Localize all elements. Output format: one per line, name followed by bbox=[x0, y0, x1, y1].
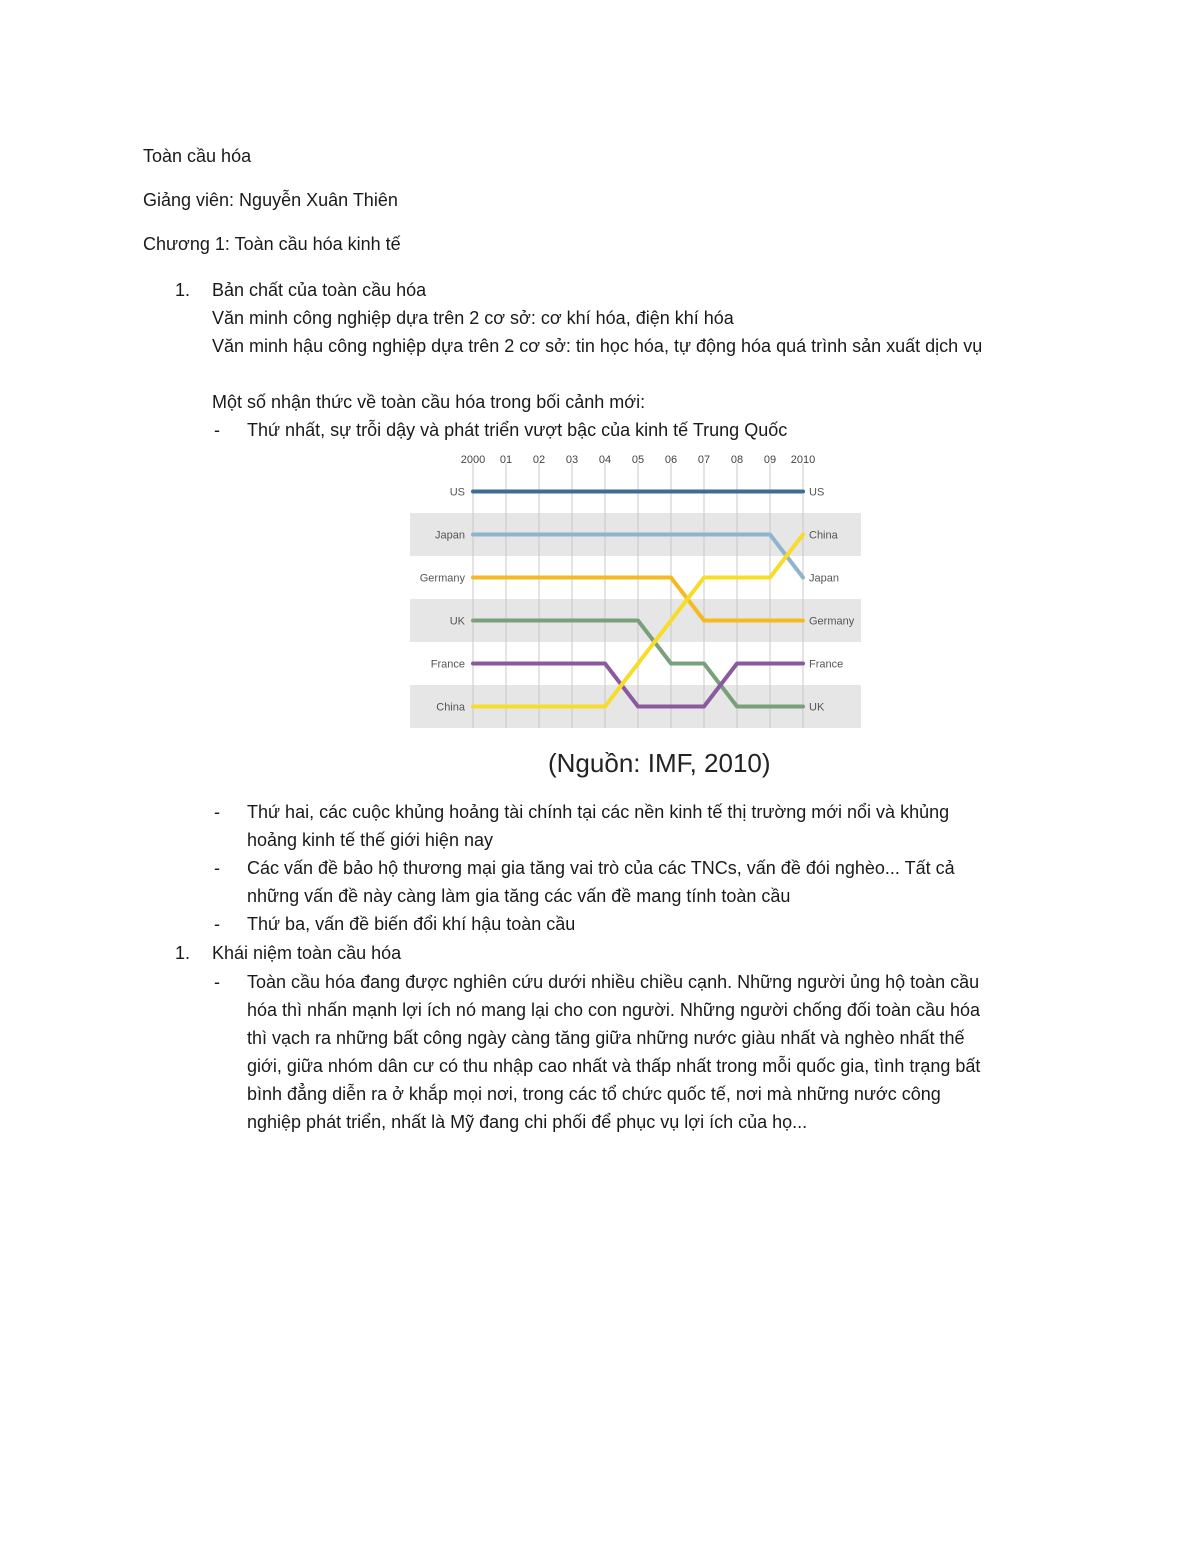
x-tick-label: 07 bbox=[697, 454, 711, 466]
right-rank-label: China bbox=[809, 529, 838, 542]
bullet-text: hoảng kinh tế thế giới hiện nay bbox=[247, 830, 493, 850]
x-tick-label: 08 bbox=[730, 454, 744, 466]
bullet-dash: - bbox=[214, 914, 220, 934]
ranking-chart bbox=[403, 443, 867, 793]
x-tick-label: 01 bbox=[499, 454, 513, 466]
left-rank-label: Japan bbox=[435, 529, 465, 542]
bullet-text: Thứ ba, vấn đề biến đổi khí hậu toàn cầu bbox=[247, 914, 576, 934]
left-rank-label: US bbox=[449, 486, 465, 499]
doc-title: Toàn cầu hóa bbox=[143, 146, 252, 166]
section-heading: Bản chất của toàn cầu hóa bbox=[212, 280, 427, 300]
bullet-dash: - bbox=[214, 802, 220, 822]
x-tick-label: 03 bbox=[565, 454, 579, 466]
paragraph-line: thì vạch ra những bất công ngày càng tăng giữa những nước giàu nhất và nghèo nhất thế bbox=[247, 1028, 965, 1048]
x-tick-label: 06 bbox=[664, 454, 678, 466]
bullet-text: những vấn đề này càng làm gia tăng các vấn đề mang tính toàn cầu bbox=[247, 886, 791, 906]
bullet-dash: - bbox=[214, 420, 220, 440]
bullet-dash: - bbox=[214, 858, 220, 878]
left-rank-label: Germany bbox=[419, 572, 465, 585]
right-rank-label: Japan bbox=[809, 572, 839, 585]
right-rank-label: US bbox=[809, 486, 825, 499]
chart-source: (Nguồn: IMF, 2010) bbox=[548, 748, 771, 778]
left-rank-label: France bbox=[430, 658, 465, 671]
right-rank-label: Germany bbox=[809, 615, 855, 628]
left-rank-label: China bbox=[436, 701, 465, 714]
x-tick-label: 2010 bbox=[790, 454, 816, 466]
x-tick-label: 04 bbox=[598, 454, 612, 466]
list-number: 1. bbox=[175, 280, 191, 300]
x-tick-label: 09 bbox=[763, 454, 777, 466]
paragraph-line: giới, giữa nhóm dân cư có thu nhập cao nhất và thấp nhất trong mỗi quốc gia, tình trạng bất bbox=[247, 1056, 981, 1076]
bullet-dash: - bbox=[214, 972, 220, 992]
x-tick-label: 2000 bbox=[460, 454, 486, 466]
chapter-heading: Chương 1: Toàn cầu hóa kinh tế bbox=[143, 234, 401, 254]
list-number: 1. bbox=[175, 943, 191, 963]
bullet-text: Thứ hai, các cuộc khủng hoảng tài chính tại các nền kinh tế thị trường mới nổi và khủng bbox=[247, 802, 950, 822]
lecturer-line: Giảng viên: Nguyễn Xuân Thiên bbox=[143, 190, 398, 210]
paragraph-line: bình đẳng diễn ra ở khắp mọi nơi, trong các tổ chức quốc tế, nơi mà những nước công bbox=[247, 1084, 941, 1104]
x-tick-label: 02 bbox=[532, 454, 546, 466]
paragraph-line: Một số nhận thức về toàn cầu hóa trong bối cảnh mới: bbox=[212, 392, 646, 412]
right-rank-label: France bbox=[809, 658, 844, 671]
right-rank-label: UK bbox=[809, 701, 825, 714]
bullet-text: Các vấn đề bảo hộ thương mại gia tăng vai trò của các TNCs, vấn đề đói nghèo... Tất cả bbox=[247, 858, 955, 878]
section-heading: Khái niệm toàn cầu hóa bbox=[212, 943, 402, 963]
paragraph-line: Văn minh hậu công nghiệp dựa trên 2 cơ sở: tin học hóa, tự động hóa quá trình sản xuất dịch vụ bbox=[212, 336, 983, 356]
paragraph-line: Toàn cầu hóa đang được nghiên cứu dưới nhiều chiều cạnh. Những người ủng hộ toàn cầu bbox=[247, 972, 980, 992]
left-rank-label: UK bbox=[449, 615, 465, 628]
chart-svg bbox=[403, 443, 867, 793]
paragraph-line: hóa thì nhấn mạnh lợi ích nó mang lại cho con người. Những người chống đối toàn cầu hóa bbox=[247, 1000, 981, 1020]
paragraph-line: nghiệp phát triển, nhất là Mỹ đang chi phối để phục vụ lợi ích của họ... bbox=[247, 1112, 808, 1132]
bullet-text: Thứ nhất, sự trỗi dậy và phát triển vượt bậc của kinh tế Trung Quốc bbox=[247, 420, 788, 440]
paragraph-line: Văn minh công nghiệp dựa trên 2 cơ sở: cơ khí hóa, điện khí hóa bbox=[212, 308, 734, 328]
x-tick-label: 05 bbox=[631, 454, 645, 466]
